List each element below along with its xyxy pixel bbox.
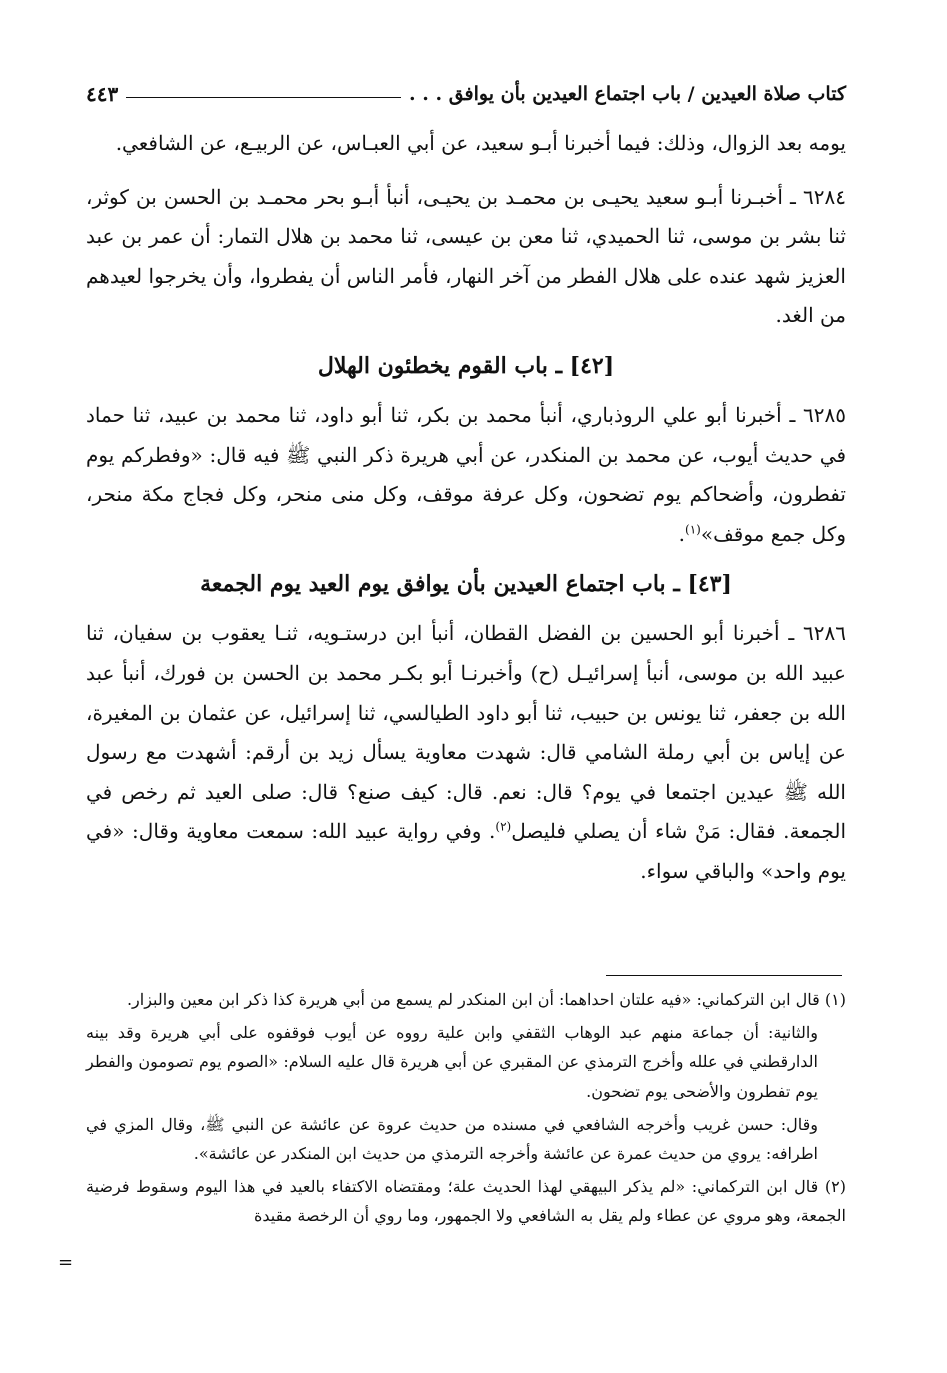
footnotes	[86, 985, 846, 1231]
chapter-heading-43: [٤٣] ـ باب اجتماع العيدين بأن يوافق يوم العيد يوم الجمعة	[200, 571, 732, 598]
hadith-6284: ٦٢٨٤ ـ أخبـرنا أبـو سعيد يحيـى بن محمـد بن يحيـى، أنبأ أبـو بحر محمـد بن الحسن بن كوثر، ثنا بشر بن موسى، ثنا الحميدي، ثنا معن بن عيسى، ثنا محمد بن هلال التمار: أن عمر بن عبد العزيز شهد عنده على هلال الفطر من آخر النهار، فأمر الناس أن يفطروا، وأن يخرجوا لعيدهم من الغد.	[86, 184, 846, 328]
hadith-6286	[86, 614, 846, 891]
footnote-1: (١) قال ابن التركماني: «فيه علتان احداهما: أن ابن المنكدر لم يسمع من أبي هريرة كذا ذكر ابن معين والبزار.	[126, 990, 846, 1009]
main-text	[86, 124, 846, 892]
hadith-6286-end: . وفي رواية عبيد الله: سمعت معاوية وقال: «في يوم واحد» والباقي سواء.	[86, 819, 846, 883]
hadith-6285-text: ٦٢٨٥ ـ أخبرنا أبو علي الروذباري، أنبأ محمد بن بكر، ثنا أبو داود، ثنا محمد بن عبيد، ثنا حماد في حديث أيوب، عن محمد بن المنكدر، عن أبي هريرة ذكر النبي ﷺ فيه قال: «وفطركم يوم تفطرون، وأضحاكم يوم تضحون، وكل عرفة موقف، وكل منى منحر، وكل فجاج مكة منحر، وكل جمع موقف»	[86, 402, 846, 546]
header-rule	[126, 97, 401, 98]
footnote-ref-2[interactable]: (٢)	[495, 819, 512, 834]
page-header	[86, 74, 846, 114]
page-number: ٤٤٣	[86, 82, 119, 106]
footnote-1-second-point: والثانية: أن جماعة منهم عبد الوهاب الثقفي وابن علية رووه عن أيوب فوقفوه على أبي هريرة وقد بينه الدارقطني في علله وأخرج الترمذي عن المقبري عن أبي هريرة قال عليه السلام: «الصوم يوم تصومون والفطر يوم تفطرون والأضحى يوم تضحون.	[86, 1023, 818, 1101]
chapter-heading-42: [٤٢] ـ باب القوم يخطئون الهلال	[317, 352, 615, 379]
footnote-separator	[606, 975, 842, 976]
hadith-6285-end: .	[678, 521, 686, 546]
footnote-1-third-point: وقال: حسن غريب وأخرجه الشافعي في مسنده من حديث عروة عن عائشة عن النبي ﷺ، وقال المزي في اطرافه: يروي من حديث عمرة عن عائشة وأخرجه الترمذي من حديث ابن المنكدر عن عائشة».	[86, 1114, 818, 1164]
footnote-ref-1[interactable]: (١)	[685, 522, 701, 537]
continuation-mark: =	[58, 1252, 74, 1273]
footnote-2: (٢) قال ابن التركماني: «لم يذكر البيهقي لهذا الحديث علة؛ ومقتضاه الاكتفاء بالعيد في هذا اليوم وسقوط فرضية الجمعة، وهو مروي عن عطاء ولم يقل به الشافعي ولا الجمهور، وما روي أن الرخصة مقيدة	[86, 1177, 846, 1226]
running-title: كتاب صلاة العيدين / باب اجتماع العيدين بأن يوافق . . .	[409, 83, 846, 105]
hadith-6286-text: ٦٢٨٦ ـ أخبرنا أبو الحسين بن الفضل القطان، أنبأ ابن درستـويه، ثنـا يعقوب بن سفيان، ثنا عبيد الله بن موسى، أنبأ إسرائيـل (ح) وأخبرنـا أبو بكـر محمد بن الحسن بن فورك، أنبأ عبد الله بن جعفر، ثنا يونس بن حبيب، ثنا أبو داود الطيالسي، ثنا إسرائيل، عن عثمان بن المغيرة، عن إياس بن أبي رملة الشامي قال: شهدت معاوية يسأل زيد بن أرقم: أشهدت مع رسول الله ﷺ عيدين اجتمعا في يوم؟ قال: نعم. قال: كيف صنع؟ قال: صلى العيد ثم رخص في الجمعة. فقال: مَنْ شاء أن يصلي فليصل	[86, 621, 846, 844]
paragraph-continuation: يومه بعد الزوال، وذلك: فيما أخبرنا أبـو سعيد، عن أبي العبـاس، عن الربيـع، عن الشافعي.	[115, 131, 846, 155]
hadith-6285	[86, 396, 846, 554]
